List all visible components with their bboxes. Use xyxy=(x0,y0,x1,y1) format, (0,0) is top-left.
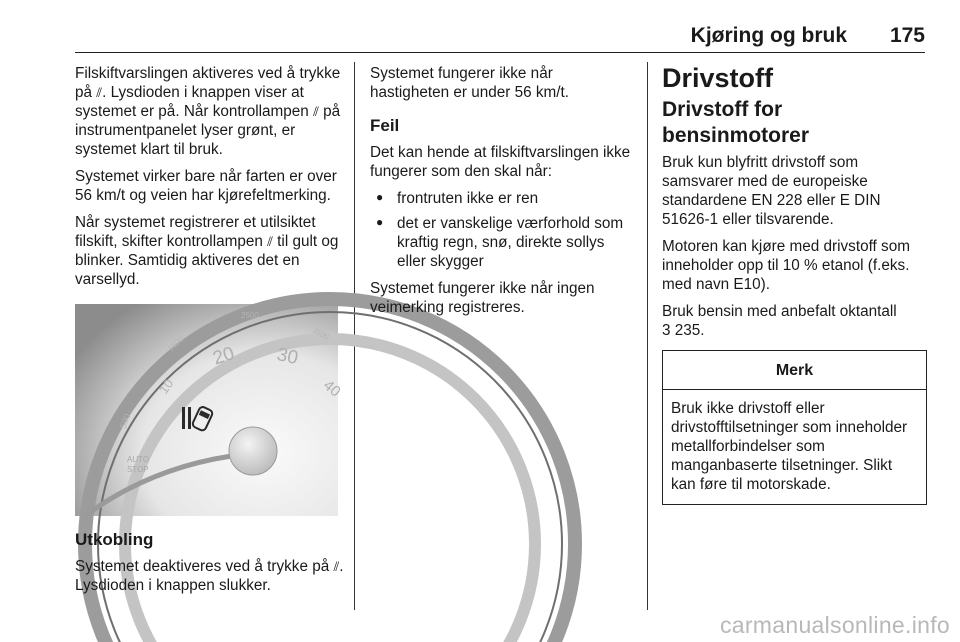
page-number: 175 xyxy=(889,24,925,47)
note-box xyxy=(662,350,927,505)
gauge-label: 30 xyxy=(274,344,300,370)
page-header xyxy=(75,20,925,53)
note-title: Merk xyxy=(663,351,926,390)
lane-departure-icon: ⫽ xyxy=(313,104,319,119)
page-reference-link[interactable]: 3 235. xyxy=(662,322,705,339)
gauge-label: AUTO xyxy=(127,455,150,464)
paragraph: Systemet deaktiveres ved å trykke på ⫽. Lysdioden i knappen slukker. xyxy=(75,558,344,594)
note-body: Bruk ikke drivstoff eller drivstofftilsetninger som inneholder metallforbindelser som manganbaserte tilsetninger. Slikt kan føre til motorskade. xyxy=(671,400,908,493)
section-title: Kjøring og bruk xyxy=(690,24,847,47)
paragraph: Bruk kun blyfritt drivstoff som samsvarer med de europeiske standardene EN 228 eller E DIN 51626-1 eller tilsvarende. xyxy=(662,154,881,228)
paragraph: Systemet virker bare når farten er over 56 km/t og veien har kjørefeltmerking. xyxy=(75,168,337,204)
paragraph: Det kan hende at filskiftvarslingen ikke fungerer som den skal når: xyxy=(370,144,631,180)
column-2 xyxy=(370,64,635,325)
gauge-label: 1500 xyxy=(166,334,186,354)
gauge-label: 10 xyxy=(155,376,177,397)
paragraph: Systemet fungerer ikke når hastigheten er under 56 km/t. xyxy=(370,65,569,101)
section-heading: Feil xyxy=(370,116,400,135)
chapter-heading: Drivstoff xyxy=(662,63,774,93)
lane-departure-icon: ⫽ xyxy=(333,559,340,574)
gauge-label: 2500 xyxy=(241,311,259,320)
section-heading: Utkobling xyxy=(75,530,154,549)
gauge-label: 20 xyxy=(210,343,237,370)
column-3 xyxy=(662,64,927,505)
gauge-label: 40 xyxy=(319,376,344,401)
list-item: ● frontruten ikke er ren xyxy=(370,189,635,208)
paragraph: Motoren kan kjøre med drivstoff som inneholder opp til 10 % etanol (f.eks. med navn E10). xyxy=(662,238,910,293)
gauge-label: 3500 xyxy=(310,325,331,342)
lane-departure-icon: ⫽ xyxy=(96,85,103,100)
column-divider xyxy=(647,62,648,610)
lane-departure-icon: ⫽ xyxy=(267,234,273,249)
watermark: carmanualsonline.info xyxy=(719,612,950,638)
gauge-label: STOP xyxy=(127,465,149,474)
instrument-cluster-image xyxy=(75,304,344,516)
paragraph: Bruk bensin med anbefalt oktantall 3 235. xyxy=(662,303,897,339)
paragraph: Systemet fungerer ikke når ingen veimerking registreres. xyxy=(370,280,595,316)
list-item: ● det er vanskelige værforhold som kraftig regn, snø, direkte sollys eller skygger xyxy=(370,214,635,271)
gauge-label: 500 xyxy=(117,412,133,430)
paragraph: Filskiftvarslingen aktiveres ved å trykke på ⫽. Lysdioden i knappen viser at systemet er på. Når kontrollampen ⫽ på instrumentpanelet lyser grønt, er systemet klart til bruk. xyxy=(75,65,341,158)
column-1 xyxy=(75,64,345,603)
paragraph: Når systemet registrerer et utilsiktet filskift, skifter kontrollampen ⫽ til gult og blinker. Samtidig aktiveres det en varsellyd. xyxy=(75,214,339,288)
bullet-list xyxy=(370,189,635,271)
subsection-heading: Drivstoff for bensinmotorer xyxy=(662,98,810,147)
